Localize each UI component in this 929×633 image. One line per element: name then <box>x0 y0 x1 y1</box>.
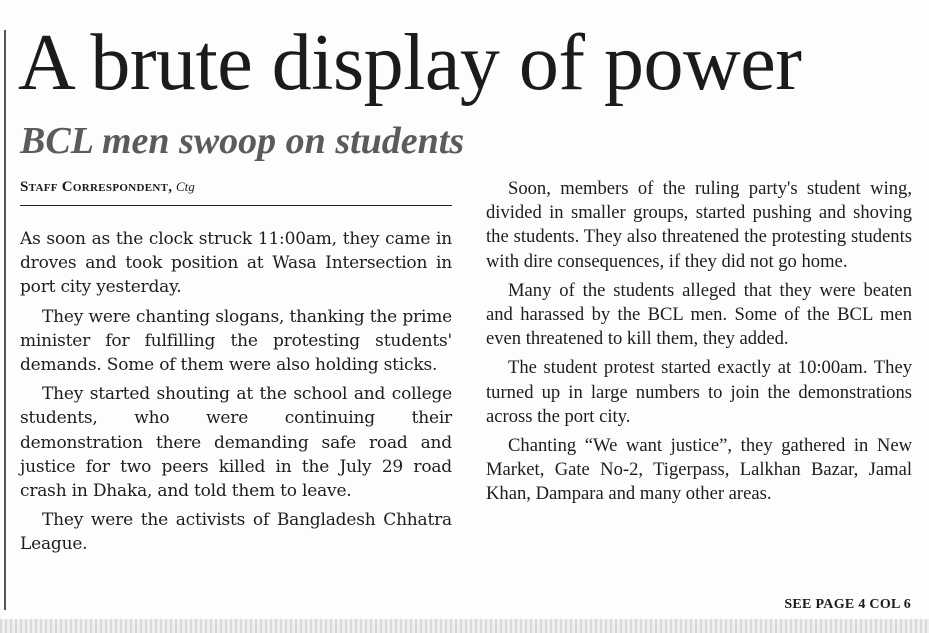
paragraph: They were chanting slogans, thanking the prime minister for fulfilling the protesting students' demands. Some of them were also holding sticks. <box>20 306 452 376</box>
byline-location: Ctg <box>176 179 195 194</box>
article-column-right <box>486 177 912 512</box>
byline <box>20 177 195 197</box>
page-edge <box>0 619 929 633</box>
article-column-left <box>20 227 452 562</box>
column-rule <box>4 30 6 610</box>
paragraph: Chanting “We want justice”, they gathered in New Market, Gate No-2, Tigerpass, Lalkhan Bazar, Jamal Khan, Dampara and many other areas. <box>486 435 912 505</box>
paragraph: Soon, members of the ruling party's student wing, divided in smaller groups, started pushing and shoving the students. They also threatened the protesting students with dire consequences, if they did not go home. <box>486 178 912 272</box>
paragraph: The student protest started exactly at 10:00am. They turned up in large numbers to join the demonstrations across the port city. <box>486 357 912 427</box>
continuation-jump: SEE PAGE 4 COL 6 <box>784 597 911 612</box>
byline-author: Staff Correspondent, <box>20 179 173 195</box>
paragraph: As soon as the clock struck 11:00am, they came in droves and took position at Wasa Intersection in port city yesterday. <box>20 229 452 298</box>
headline: A brute display of power <box>18 19 802 107</box>
paragraph: Many of the students alleged that they were beaten and harassed by the BCL men. Some of the BCL men even threatened to kill them, they added. <box>486 279 912 350</box>
paragraph: They were the activists of Bangladesh Chhatra League. <box>20 510 452 555</box>
byline-divider <box>20 205 452 206</box>
subheadline: BCL men swoop on students <box>20 120 465 162</box>
paragraph: They started shouting at the school and college students, who were continuing their demonstration there demanding safe road and justice for two peers killed in the July 29 road crash in Dhaka, and told them to leave. <box>20 384 452 502</box>
